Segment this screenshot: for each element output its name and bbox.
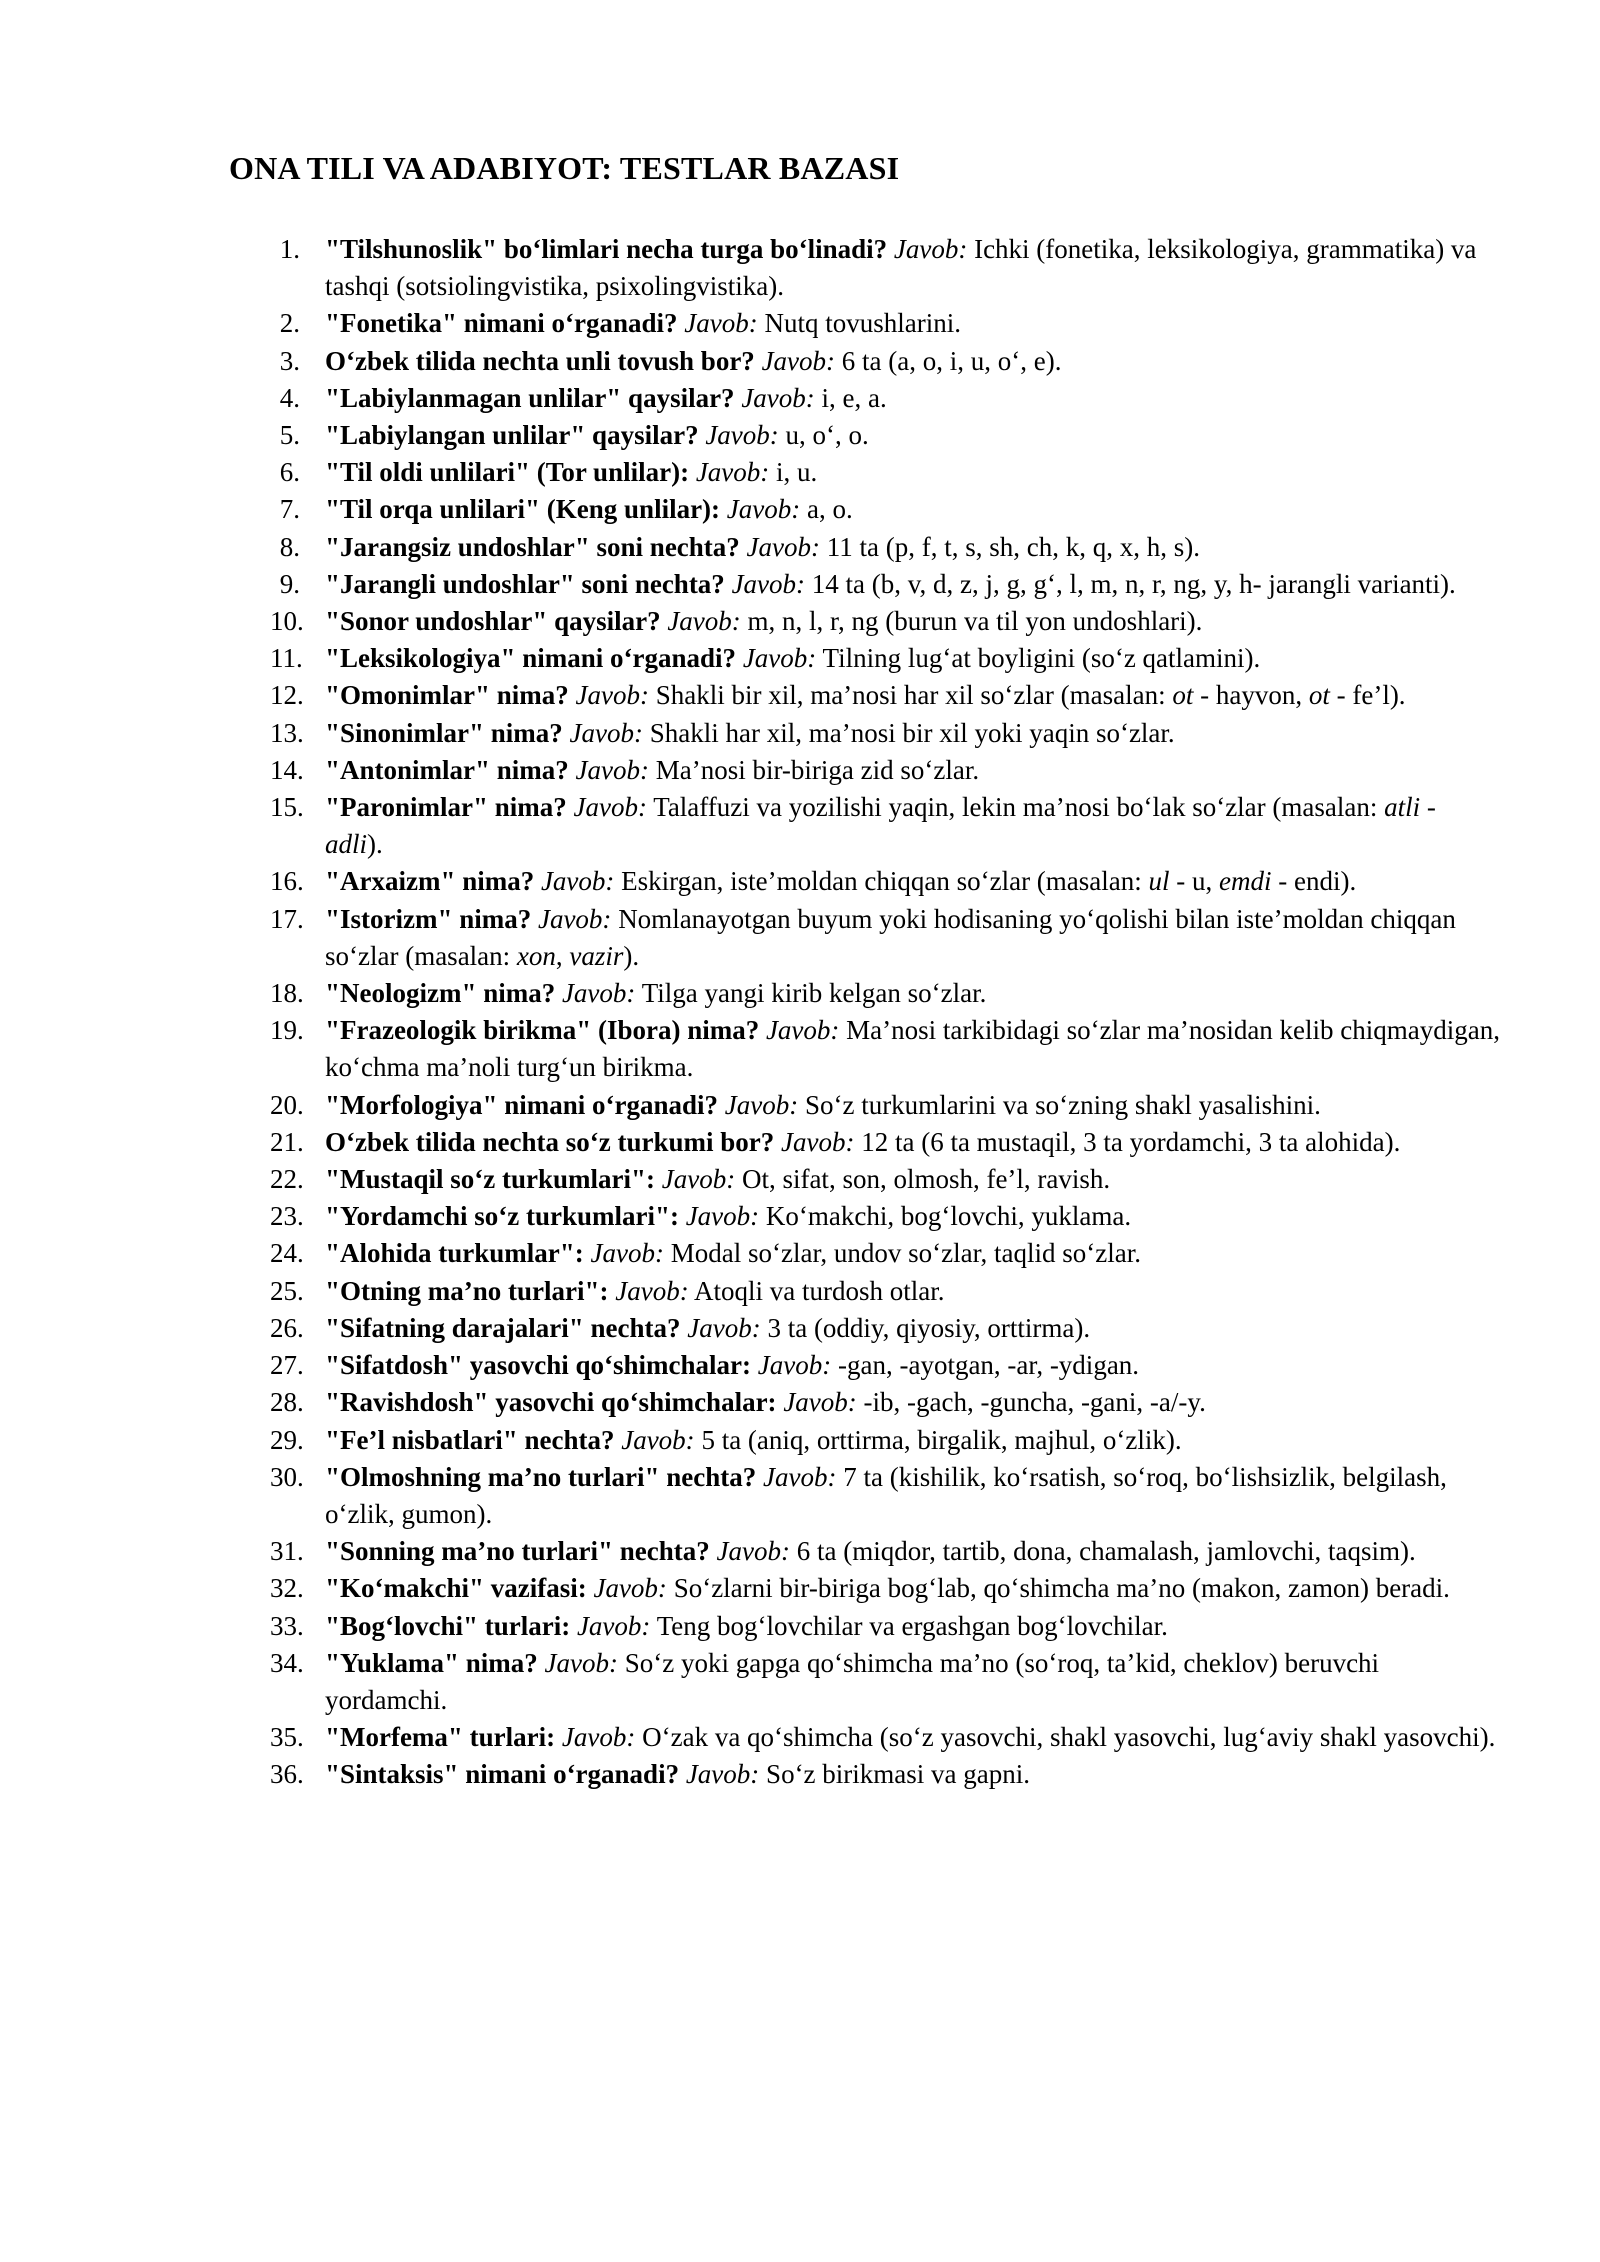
answer-label: Javob: — [537, 903, 612, 934]
item-number: 36. — [270, 1759, 304, 1790]
list-item — [270, 305, 1500, 342]
question-text: "Fonetika" nimani o‘rganadi? — [325, 308, 678, 339]
answer-label: Javob: — [781, 1126, 855, 1157]
question-text: "Sintaksis" nimani o‘rganadi? — [325, 1759, 680, 1790]
list-item — [270, 603, 1500, 640]
list-item — [270, 863, 1500, 900]
question-text: "Antonimlar" nima? — [325, 754, 569, 785]
question-text: "Arxaizm" nima? — [325, 866, 535, 897]
item-number: 16. — [270, 866, 304, 897]
answer-text: Tilga yangi kirib kelgan so‘zlar. — [641, 978, 987, 1009]
item-number: 1. — [279, 234, 300, 264]
answer-text: 6 ta (miqdor, tartib, dona, chamalash, jamlovchi, taqsim). — [796, 1536, 1416, 1567]
item-number: 27. — [270, 1350, 304, 1381]
item-number: 9. — [279, 568, 300, 599]
answer-label: Javob: — [731, 568, 806, 599]
answer-label: Javob: — [540, 866, 615, 897]
answer-text: So‘z yoki gapga qo‘shimcha ma’no (so‘roq, ta’kid, cheklov) beruvchi yordamchi. — [325, 1647, 1380, 1715]
answer-text: Ot, sifat, son, olmosh, fe’l, ravish. — [741, 1164, 1111, 1195]
answer-label: Javob: — [667, 606, 741, 637]
question-text: "Alohida turkumlar": — [325, 1238, 584, 1269]
list-item — [270, 715, 1500, 752]
answer-text: -gan, -ayotgan, -ar, -ydigan. — [838, 1350, 1140, 1381]
question-text: "Mustaqil so‘z turkumlari": — [325, 1164, 655, 1195]
item-number: 11. — [270, 643, 303, 674]
answer-label: Javob: — [685, 1201, 760, 1232]
answer-label: Javob: — [687, 1312, 761, 1343]
question-text: "Paronimlar" nima? — [325, 792, 567, 823]
answer-label: Javob: — [716, 1536, 790, 1567]
answer-label: Javob: — [757, 1350, 832, 1381]
list-item — [270, 1124, 1500, 1161]
list-item — [270, 1161, 1500, 1198]
item-number: 20. — [270, 1089, 304, 1120]
answer-label: Javob: — [575, 680, 649, 711]
list-item — [270, 901, 1500, 975]
list-item — [270, 1198, 1500, 1235]
item-number: 5. — [279, 420, 300, 451]
answer-label: Javob: — [742, 643, 817, 674]
list-item — [270, 1570, 1500, 1607]
answer-label: Javob: — [575, 754, 649, 785]
list-item — [270, 1087, 1500, 1124]
item-number: 10. — [270, 606, 304, 637]
question-text: "Yordamchi so‘z turkumlari": — [325, 1201, 679, 1232]
answer-text: Ko‘makchi, bog‘lovchi, yuklama. — [765, 1201, 1132, 1232]
question-text: "Neologizm" nima? — [325, 978, 556, 1009]
answer-text: Teng bog‘lovchilar va ergashgan bog‘lovchilar. — [656, 1610, 1168, 1641]
list-item — [270, 491, 1500, 528]
answer-text: 12 ta (6 ta mustaqil, 3 ta yordamchi, 3 ta alohida). — [861, 1126, 1401, 1157]
answer-text: Tilning lug‘at boyligini (so‘z qatlamini). — [822, 643, 1261, 674]
answer-text: Atoqli va turdosh otlar. — [693, 1275, 945, 1306]
question-text: "Istorizm" nima? — [325, 903, 532, 934]
item-number: 32. — [270, 1573, 304, 1604]
question-text: "Sifatning darajalari" nechta? — [325, 1312, 681, 1343]
question-text: "Leksikologiya" nimani o‘rganadi? — [325, 643, 737, 674]
answer-text: i, e, a. — [821, 382, 887, 413]
list-item — [270, 566, 1500, 603]
question-text: "Omonimlar" nima? — [325, 680, 569, 711]
list-item — [270, 380, 1500, 417]
answer-text: Eskirgan, iste’moldan chiqqan so‘zlar (masalan: ul - u, emdi - endi). — [621, 866, 1357, 897]
item-number: 7. — [279, 494, 300, 525]
answer-label: Javob: — [685, 1759, 760, 1790]
answer-label: Javob: — [561, 978, 636, 1009]
question-text: "Olmoshning ma’no turlari" nechta? — [325, 1461, 757, 1492]
answer-label: Javob: — [561, 1722, 636, 1753]
question-text: "Til orqa unlilari" (Keng unlilar): — [325, 494, 721, 525]
list-item — [270, 752, 1500, 789]
answer-text: Modal so‘zlar, undov so‘zlar, taqlid so‘zlar. — [670, 1238, 1141, 1269]
answer-text: 11 ta (p, f, t, s, sh, ch, k, q, x, h, s). — [826, 531, 1200, 562]
item-number: 34. — [270, 1647, 304, 1678]
list-item — [270, 677, 1500, 714]
item-number: 3. — [279, 345, 300, 376]
question-text: "Sinonimlar" nima? — [325, 717, 563, 748]
answer-text: Nomlanayotgan buyum yoki hodisaning yo‘qolishi bilan iste’moldan chiqqan so‘zlar (masalan: xon, vazir). — [325, 903, 1456, 971]
answer-label: Javob: — [763, 1461, 837, 1492]
item-number: 15. — [270, 792, 304, 823]
question-text: "Otning ma’no turlari": — [325, 1275, 609, 1306]
list-item — [270, 454, 1500, 491]
item-number: 35. — [270, 1722, 304, 1753]
list-item — [270, 1012, 1500, 1086]
list-item — [270, 1273, 1500, 1310]
answer-text: u, o‘, o. — [785, 420, 869, 451]
question-list — [270, 231, 1500, 1794]
answer-text: Talaffuzi va yozilishi yaqin, lekin ma’nosi bo‘lak so‘zlar (masalan: atli - adli). — [325, 792, 1436, 860]
answer-label: Javob: — [705, 420, 779, 451]
answer-label: Javob: — [615, 1275, 689, 1306]
answer-label: Javob: — [695, 457, 770, 488]
item-number: 2. — [279, 308, 300, 339]
answer-text: Nutq tovushlarini. — [764, 308, 961, 339]
list-item — [270, 1645, 1500, 1719]
answer-label: Javob: — [573, 792, 647, 823]
list-item — [270, 640, 1500, 677]
answer-label: Javob: — [726, 494, 801, 525]
list-item — [270, 529, 1500, 566]
answer-text: So‘z birikmasi va gapni. — [766, 1759, 1030, 1790]
list-item — [270, 1235, 1500, 1272]
question-text: "Frazeologik birikma" (Ibora) nima? — [325, 1015, 760, 1046]
answer-label: Javob: — [593, 1573, 667, 1604]
item-number: 8. — [279, 531, 300, 562]
answer-text: 5 ta (aniq, orttirma, birgalik, majhul, o‘zlik). — [701, 1424, 1182, 1455]
list-item — [270, 1533, 1500, 1570]
question-text: O‘zbek tilida nechta so‘z turkumi bor? — [325, 1126, 775, 1157]
answer-label: Javob: — [590, 1238, 664, 1269]
list-item — [270, 343, 1500, 380]
answer-text: -ib, -gach, -guncha, -gani, -a/-y. — [863, 1387, 1206, 1418]
item-number: 28. — [270, 1387, 304, 1418]
list-item — [270, 1719, 1500, 1756]
answer-text: 14 ta (b, v, d, z, j, g, g‘, l, m, n, r, ng, y, h- jarangli varianti). — [811, 568, 1456, 599]
answer-text: m, n, l, r, ng (burun va til yon undoshlari). — [747, 606, 1203, 637]
answer-text: So‘zlarni bir-biriga bog‘lab, qo‘shimcha ma’no (makon, zamon) beradi. — [673, 1573, 1450, 1604]
question-text: "Labiylanmagan unlilar" qaysilar? — [325, 382, 735, 413]
answer-label: Javob: — [724, 1089, 799, 1120]
list-item — [270, 1347, 1500, 1384]
answer-text: 7 ta (kishilik, ko‘rsatish, so‘roq, bo‘lishsizlik, belgilash, o‘zlik, gumon). — [325, 1461, 1447, 1529]
answer-label: Javob: — [569, 717, 643, 748]
answer-text: Shakli har xil, ma’nosi bir xil yoki yaqin so‘zlar. — [649, 717, 1175, 748]
answer-text: Shakli bir xil, ma’nosi har xil so‘zlar (masalan: ot - hayvon, ot - fe’l). — [655, 680, 1406, 711]
answer-text: So‘z turkumlarini va so‘zning shakl yasalishini. — [804, 1089, 1321, 1120]
list-item — [270, 1756, 1500, 1793]
question-text: "Jarangli undoshlar" soni nechta? — [325, 568, 725, 599]
item-number: 23. — [270, 1201, 304, 1232]
answer-text: 3 ta (oddiy, qiyosiy, orttirma). — [767, 1312, 1091, 1343]
answer-label: Javob: — [544, 1647, 619, 1678]
answer-text: 6 ta (a, o, i, u, o‘, e). — [841, 345, 1062, 376]
item-number: 14. — [270, 754, 304, 785]
item-number: 13. — [270, 717, 304, 748]
answer-text: a, o. — [807, 494, 853, 525]
item-number: 29. — [270, 1424, 304, 1455]
question-text: "Fe’l nisbatlari" nechta? — [325, 1424, 615, 1455]
answer-label: Javob: — [761, 345, 836, 376]
item-number: 19. — [270, 1015, 304, 1046]
question-text: "Sifatdosh" yasovchi qo‘shimchalar: — [325, 1350, 752, 1381]
answer-text: Ma’nosi tarkibidagi so‘zlar ma’nosidan kelib chiqmaydigan, ko‘chma ma’noli turg‘un birikma. — [325, 1015, 1500, 1083]
item-number: 31. — [270, 1536, 304, 1567]
item-number: 21. — [270, 1126, 304, 1157]
question-text: "Til oldi unlilari" (Tor unlilar): — [325, 457, 690, 488]
answer-text: O‘zak va qo‘shimcha (so‘z yasovchi, shakl yasovchi, lug‘aviy shakl yasovchi). — [642, 1722, 1496, 1753]
question-text: "Ravishdosh" yasovchi qo‘shimchalar: — [325, 1387, 777, 1418]
answer-label: Javob: — [783, 1387, 857, 1418]
item-number: 33. — [270, 1610, 304, 1641]
question-text: "Morfologiya" nimani o‘rganadi? — [325, 1089, 718, 1120]
answer-label: Javob: — [741, 382, 815, 413]
item-number: 26. — [270, 1312, 304, 1343]
question-text: "Jarangsiz undoshlar" soni nechta? — [325, 531, 740, 562]
answer-label: Javob: — [684, 308, 758, 339]
item-number: 4. — [279, 382, 300, 413]
question-text: "Ko‘makchi" vazifasi: — [325, 1573, 587, 1604]
question-text: O‘zbek tilida nechta unli tovush bor? — [325, 345, 755, 376]
item-number: 6. — [279, 457, 300, 488]
answer-label: Javob: — [576, 1610, 651, 1641]
question-text: "Bog‘lovchi" turlari: — [325, 1610, 571, 1641]
list-item — [270, 1422, 1500, 1459]
list-item — [270, 789, 1500, 863]
list-item — [270, 231, 1500, 305]
list-item — [270, 1459, 1500, 1533]
answer-text: Ichki (fonetika, leksikologiya, grammatika) va tashqi (sotsiolingvistika, psixolingvistika). — [325, 234, 1477, 302]
item-number: 30. — [270, 1461, 304, 1492]
list-item — [270, 417, 1500, 454]
answer-label: Javob: — [746, 531, 821, 562]
question-text: "Yuklama" nima? — [325, 1647, 538, 1678]
answer-label: Javob: — [893, 234, 968, 264]
question-text: "Sonor undoshlar" qaysilar? — [325, 606, 661, 637]
question-text: "Morfema" turlari: — [325, 1722, 556, 1753]
item-number: 25. — [270, 1275, 304, 1306]
answer-text: i, u. — [776, 457, 818, 488]
document-title: ONA TILI VA ADABIYOT: TESTLAR BAZASI — [229, 150, 900, 186]
question-text: "Tilshunoslik" bo‘limlari necha turga bo‘linadi? — [325, 234, 888, 264]
item-number: 18. — [270, 978, 304, 1009]
question-text: "Sonning ma’no turlari" nechta? — [325, 1536, 710, 1567]
answer-label: Javob: — [661, 1164, 736, 1195]
item-number: 17. — [270, 903, 304, 934]
question-text: "Labiylangan unlilar" qaysilar? — [325, 420, 699, 451]
list-item — [270, 975, 1500, 1012]
list-item — [270, 1310, 1500, 1347]
list-item — [270, 1384, 1500, 1421]
item-number: 22. — [270, 1164, 304, 1195]
item-number: 24. — [270, 1238, 304, 1269]
list-item — [270, 1608, 1500, 1645]
answer-text: Ma’nosi bir-biriga zid so‘zlar. — [655, 754, 980, 785]
item-number: 12. — [270, 680, 304, 711]
answer-label: Javob: — [621, 1424, 695, 1455]
answer-label: Javob: — [765, 1015, 840, 1046]
